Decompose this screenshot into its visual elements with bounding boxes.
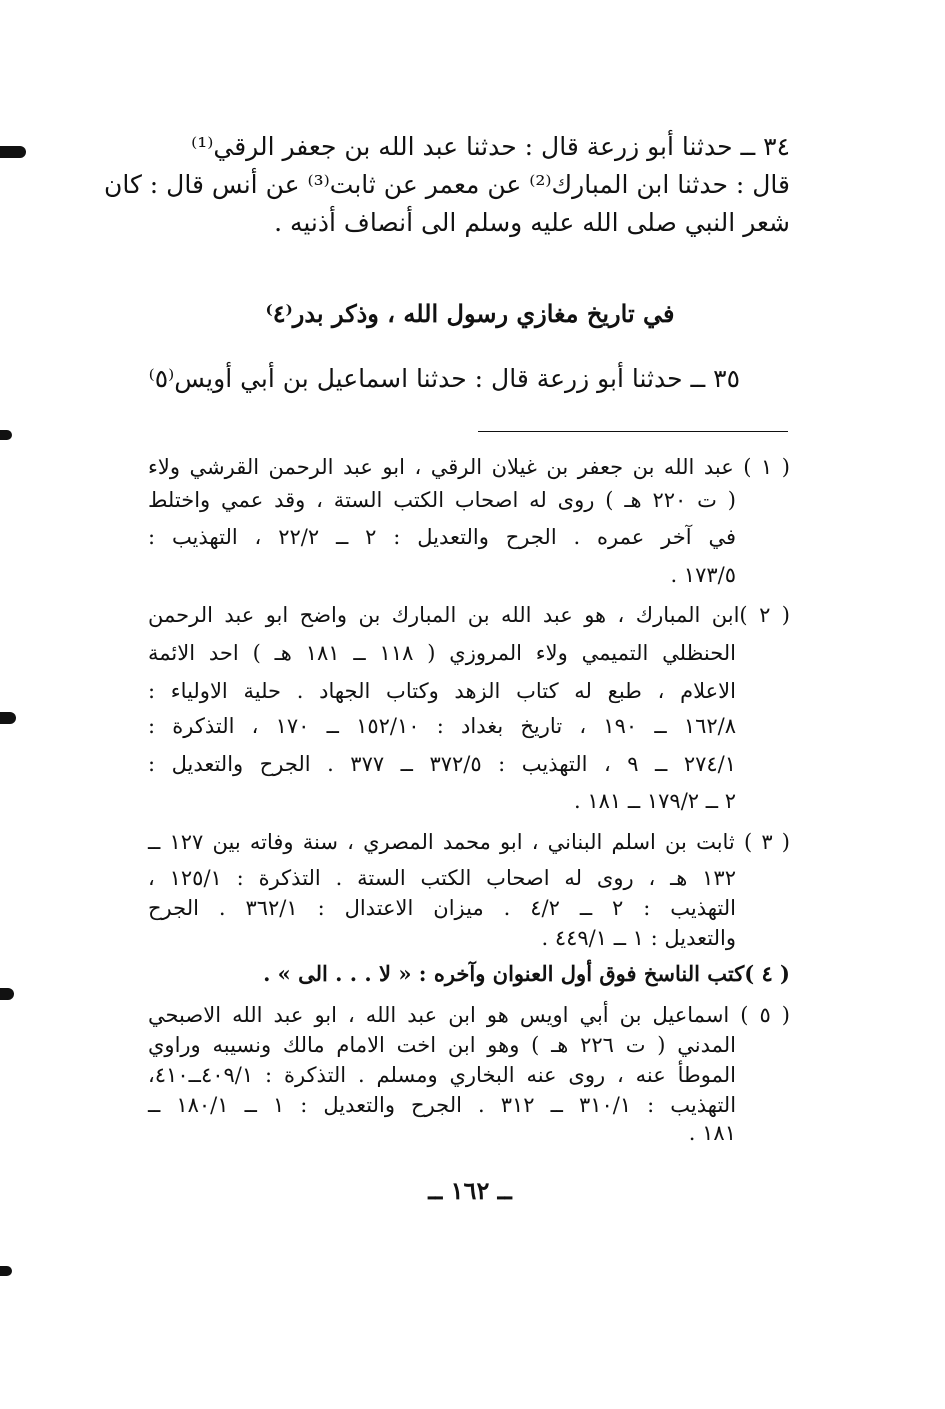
footnote-line: ( ٣ ) ثابت بن اسلم البناني ، ابو محمد المصري ، سنة وفاته بين ١٢٧ ــ (148, 830, 790, 854)
scan-mark (0, 1266, 12, 1276)
footnote-line: ( ٤ )كتب الناسخ فوق أول العنوان وآخره : « لا . . . الى » . (263, 961, 790, 986)
footnote-line: المدني ( ت ٢٢٦ هـ ) وهو ابن اخت الامام مالك ونسيبه وراوي (148, 1033, 737, 1057)
footnote-line: الاعلام ، طبع له كتاب الزهد وكتاب الجهاد . حلية الاولياء : (148, 679, 736, 703)
scan-mark (0, 988, 14, 1000)
footnote-line: التهذيب : ٢ ــ ٤/٢ . ميزان الاعتدال : ٣٦٢/١ . الجرح (148, 896, 736, 920)
scan-mark (0, 146, 26, 158)
footnote-line: في آخر عمره . الجرح والتعديل : ٢ ــ ٢٢/٢ ، التهذيب : (148, 525, 736, 549)
footnote-line: ١٣٢ هـ ، روى له اصحاب الكتب الستة . التذكرة : ١٢٥/١ ، (148, 866, 736, 890)
footnote-line: الحنظلي التميمي ولاء المروزي ( ١١٨ ــ ١٨١ هـ ) احد الائمة (148, 641, 736, 665)
footnote-separator (478, 431, 788, 432)
footnote-line: ( ٢ )ابن المبارك ، هو عبد الله بن المبارك بن واضح ابو عبد الرحمن (148, 603, 790, 627)
scan-mark (0, 430, 12, 440)
footnote-line: ١٦٢/٨ ــ ١٩٠ ، تاريخ بغداد : ١٥٢/١٠ ــ ١٧٠ ، التذكرة : (148, 714, 737, 738)
footnote-line: ٢٧٤/١ ــ ٩ ، التهذيب : ٣٧٢/٥ ــ ٣٧٧ . الجرح والتعديل : (148, 752, 737, 776)
body-line: ٣٤ ــ حدثنا أبو زرعة قال : حدثنا عبد الله بن جعفر الرقي⁽¹⁾ (191, 132, 790, 161)
footnote-line: التهذيب : ٣١٠/١ ــ ٣١٢ . الجرح والتعديل : ١ ــ ١٨٠/١ ــ (148, 1093, 737, 1117)
body-line: شعر النبي صلى الله عليه وسلم الى أنصاف أذنيه . (274, 208, 790, 237)
body-line: قال : حدثنا ابن المبارك⁽²⁾ عن معمر عن ثابت⁽³⁾ عن أنس قال : كان (103, 170, 790, 199)
footnote-line: ١٨١ . (688, 1121, 736, 1145)
scan-mark (0, 712, 16, 724)
narration-35: ٣٥ ــ حدثنا أبو زرعة قال : حدثنا اسماعيل بن أبي أويس⁽٥⁾ (148, 364, 740, 393)
footnote-line: ( ١ ) عبد الله بن جعفر بن غيلان الرقي ، ابو عبد الرحمن القرشي ولاء (148, 455, 790, 479)
footnote-line: والتعديل : ١ ــ ٤٤٩/١ . (541, 926, 736, 950)
footnote-line: ( ت ٢٢٠ هـ ) روى له اصحاب الكتب الستة ، وقد عمي واختلط (148, 488, 736, 512)
footnote-line: الموطأ عنه ، روى عنه البخاري ومسلم . التذكرة : ٤٠٩/١ــ٤١٠، (148, 1063, 736, 1087)
footnote-line: ( ٥ ) اسماعيل بن أبي اويس هو ابن عبد الله ، ابو عبد الله الاصبحي (148, 1003, 790, 1027)
footnote-line: ٢ ــ ١٧٩/٢ ــ ١٨١ . (574, 789, 736, 813)
page-number: ــ ١٦٢ ــ (428, 1176, 512, 1205)
section-heading: في تاريخ مغازي رسول الله ، وذكر بدر⁽٤⁾ (265, 299, 675, 328)
footnote-line: ١٧٣/٥ . (670, 563, 736, 587)
